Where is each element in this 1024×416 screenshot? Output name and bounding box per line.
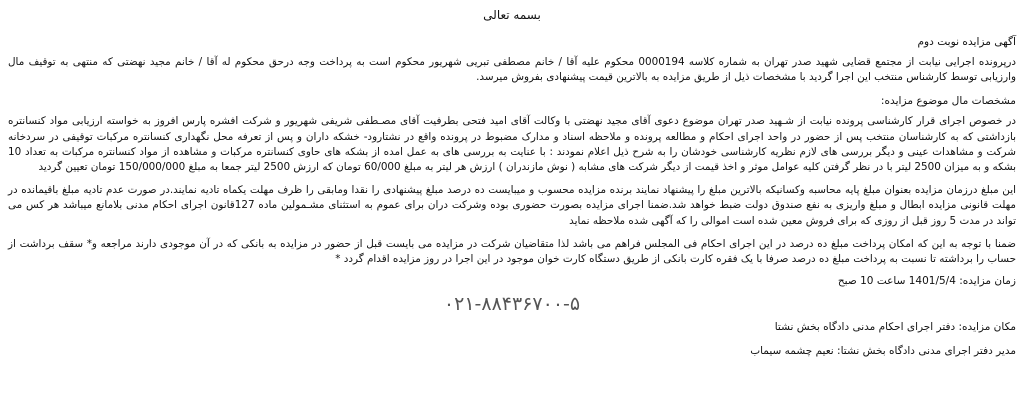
spacer <box>8 229 1016 237</box>
phone-row <box>8 289 1016 319</box>
spec-label: مشخصات مال موضوع مزایده: <box>880 95 1016 108</box>
auction-place: مکان مزایده: دفتر اجرای احکام مدنی دادگاه بخش نشتا <box>774 321 1016 334</box>
spacer <box>8 85 1016 93</box>
notice-paragraph: ضمنا با توجه به این که امکان پرداخت مبلغ ده درصد در این اجرای احکام فی المجلس فراهم می باشد لذا متقاضیان شرکت در مزایده می بایست قبل از حضور در مزایده به بانکی که در آن موجودی دارند مراجعه و* سقف برداشت از حساب را برداشته تا نسبت به پرداخت مبلغ ده درصد صرفا با یک فقره کارت بانکی از طریق دستگاه کارت خوان موجود در این اجرا در روز مزایده اقدام گردد * <box>8 237 1016 266</box>
phone-number: ۰۲۱-۸۸۴۳۶۷۰۰-۵ <box>443 293 581 316</box>
intro-paragraph: درپرونده اجرایی نیابت از مجتمع قضایی شهید صدر تهران به شماره کلاسه 0000194 محکوم علیه آقا / خانم مصطفی تبریی شهریور محکوم است به پرداخت وجه درحق محکوم له آقا / خانم مجید نهضتی که منتهی به توقیف مال وارزیابی توسط کارشناس منتخب این اجرا گردید با مشخصات ذیل از طریق مزایده به بالاترین قیمت پیشنهادی بفروش میرسد. <box>8 56 1016 84</box>
spec-paragraph: در خصوص اجرای قرار کارشناسی پرونده نیابت از شـهید صدر تهران موضوع دعوی آقای مجید نهضتی با وکالت آقای امید فتحی بطرفیت آقای مصـطفی شریفی شهریور و شرکت افشره پارس افروز به خواسته ارزیابی مواد کنسانتره بازداشتی که به کارشناسان منتخب پس از حضور در واحد اجرای احکام و مطالعه پرونده و ملاحظه اسناد و مدارک مضبوط در پرونده واقع در نشتارود- خشکه داران و پس از تعرفه محل نگهداری کنسانتره مرکبات توقیفی در سردخانه شرکت و مشاهدات عینی و دیگر بررسی های لازم نظریه کارشناسی خودشان را به شرح ذیل اعلام نمودند : با عنایت به بررسی های به عمل امده از بشکه های حاوی کنسانتره مرکبات و مشاهده از مواد کنسانتره مرکبات به تعداد 10 بشکه و به میزان 2500 لیتر با در نظر گرفتن کلیه عوامل موثر و اخذ قیمت از دیگر شرکت های مشابه ( نوش مازندران ) ارزش هر لیتر به مبلغ 60/000 تومان که ارزش 2500 لیتر جمعا به مبلغ 150/000/000 تومان تعیین گردید <box>8 115 1016 174</box>
spacer <box>8 175 1016 183</box>
signature-line: مدیر دفتر اجرای مدنی دادگاه بخش نشتا: نعیم چشمه سیماب <box>750 345 1016 358</box>
terms-paragraph: این مبلغ درزمان مزایده بعنوان مبلغ پایه محاسبه وکسانیکه بالاترین مبلغ را پیشنهاد نمایند برنده مزایده محسوب و میبایست ده درصد مبلغ پیشنهادی را نقدا ومابقی را ظرف مهلت یکماه تادیه نمایند.در صورت عدم تادیه مبلغ باقیمانده در مهلت قانونی مزایده ابطال و مبلغ واریزی به نفع صندوق دولت ضبط خواهد شد.ضمنا اجرای مزایده بصورت حضوری بوده وشرکت دران برای عموم به استثنای مشـمولین ماده 127قانون اجرای احکام مدنی بلامانع میباشد هر کس می تواند در مدت 5 روز قبل از روزی که برای فروش معین شده است اموالی را که آگهی شده ملاحظه نماید <box>8 184 1016 227</box>
spacer <box>8 335 1016 343</box>
auction-time: زمان مزایده: 1401/5/4 ساعت 10 صبح <box>837 275 1016 288</box>
notice-title: آگهی مزایده نوبت دوم <box>917 36 1016 48</box>
bismillah-heading: بسمه تعالی <box>483 8 541 22</box>
